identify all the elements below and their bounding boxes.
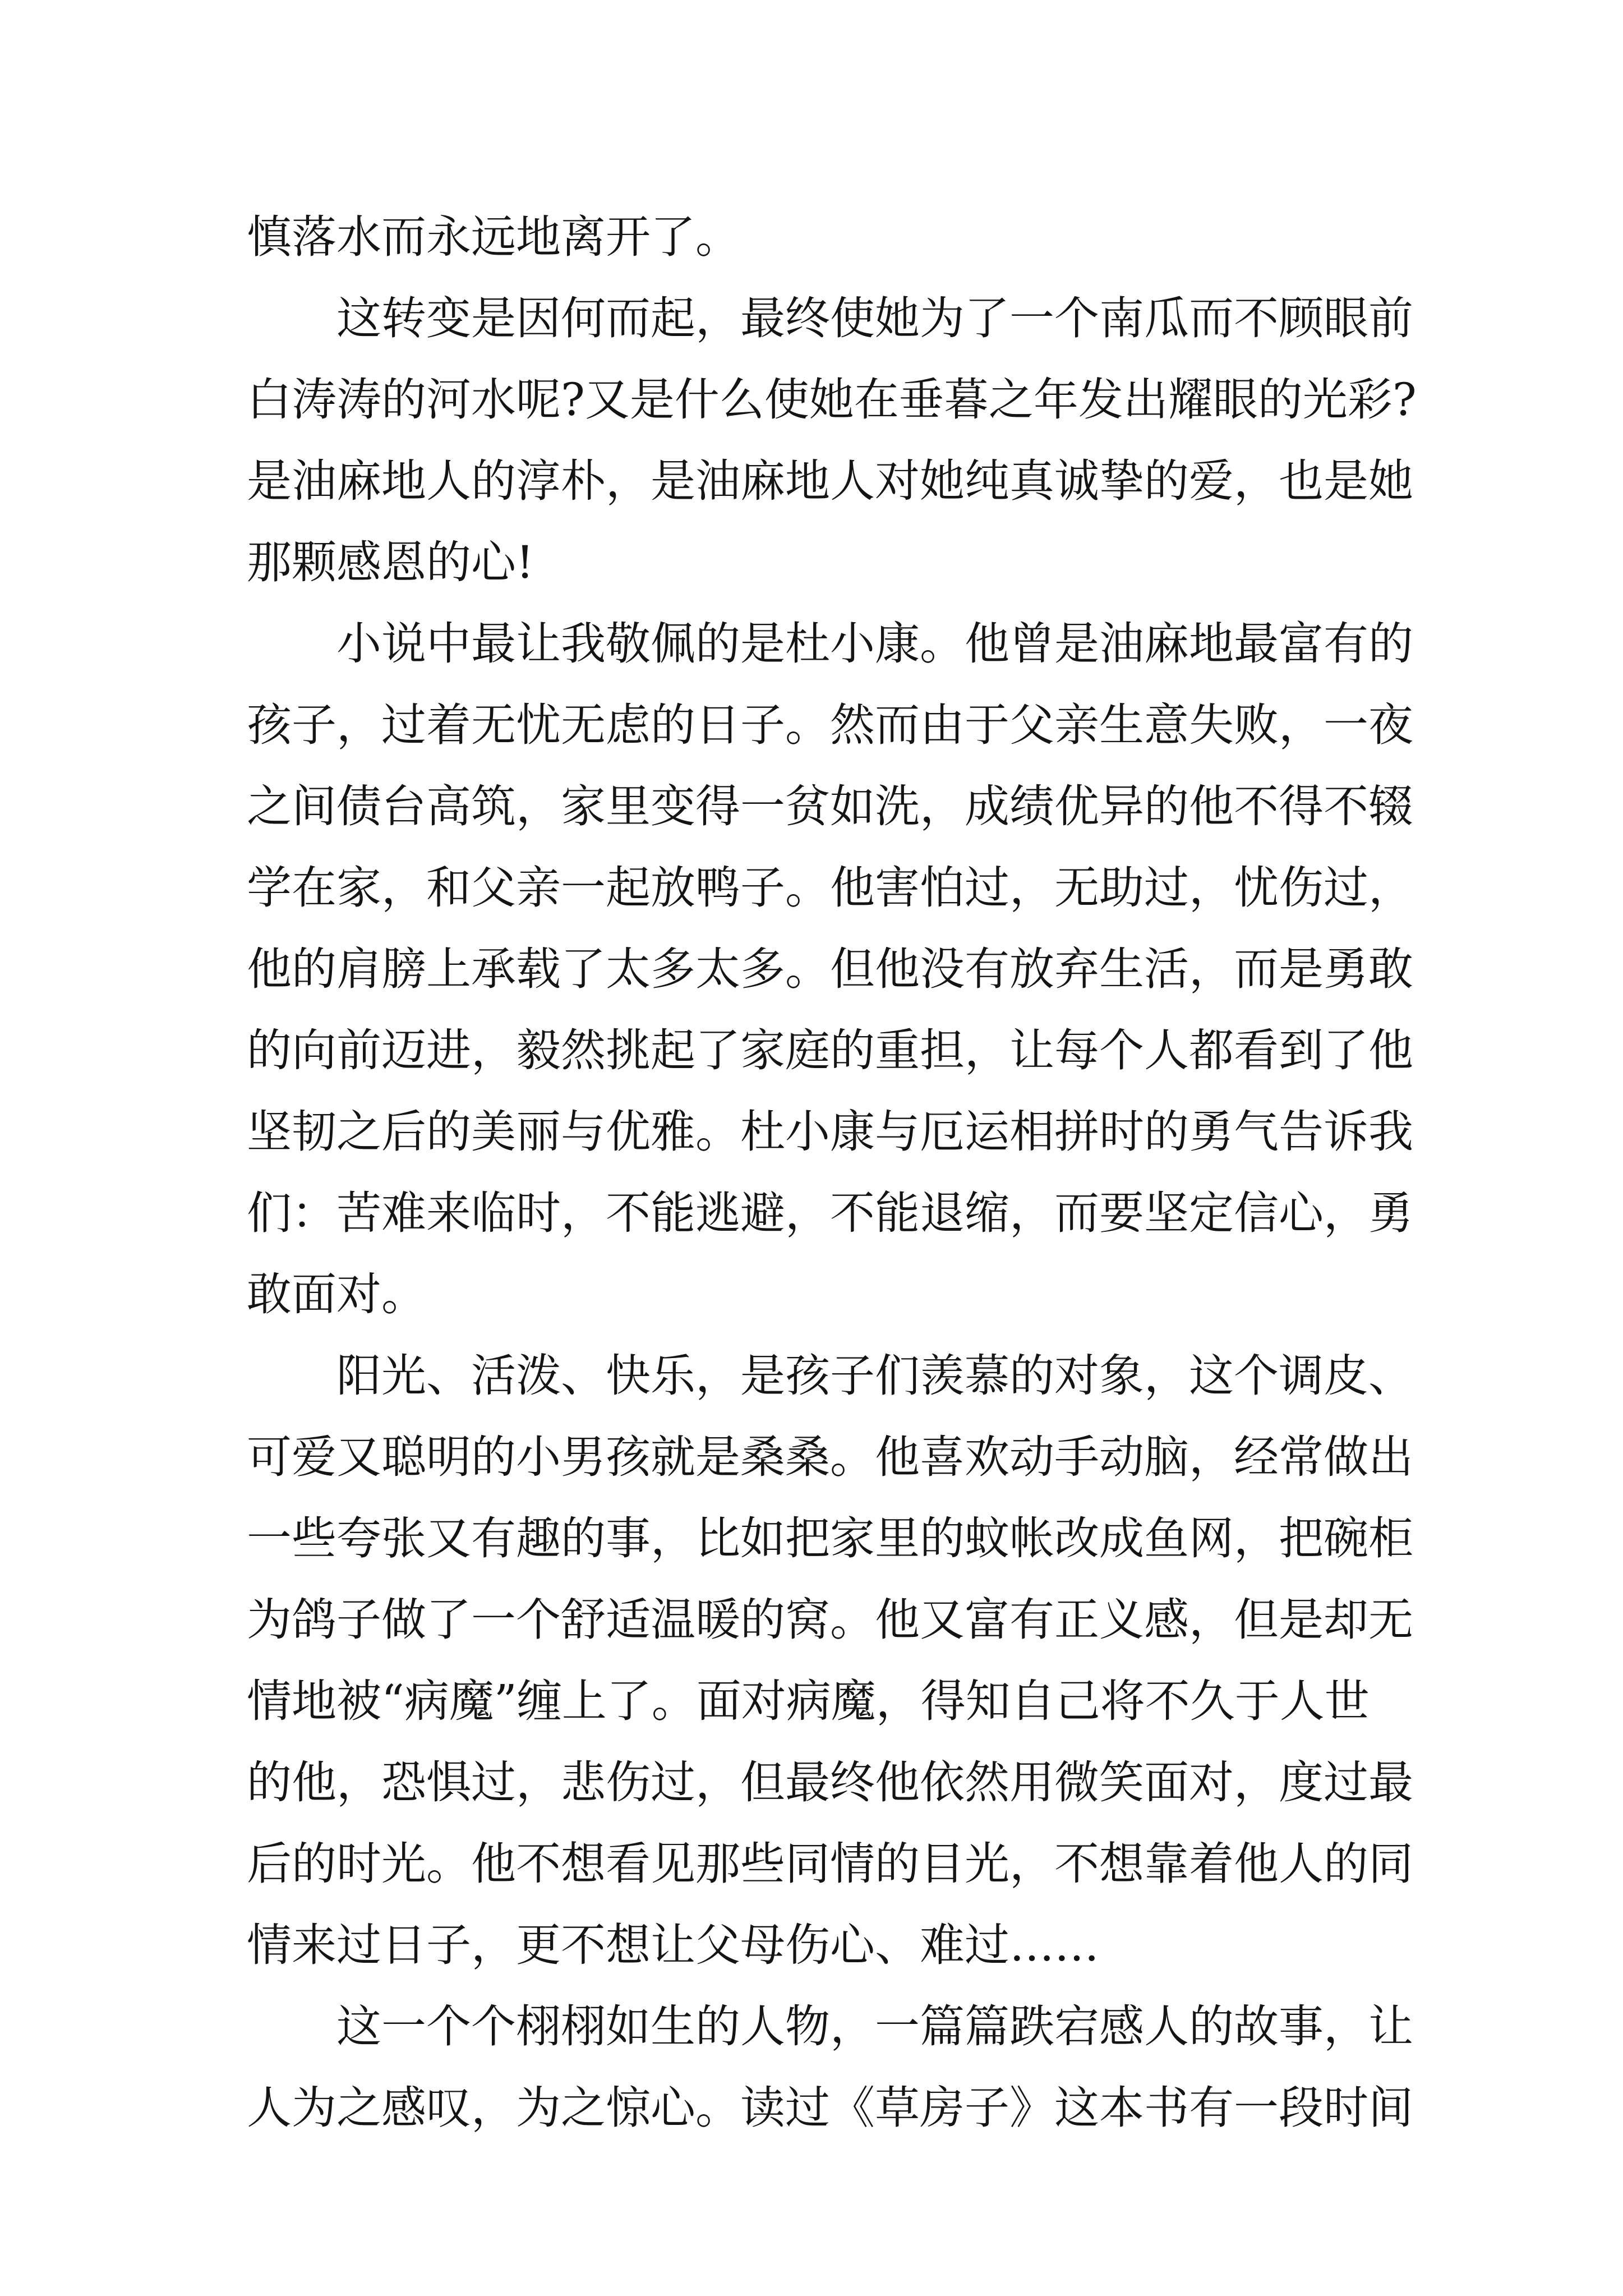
text-line: 后的时光。他不想看见那些同情的目光，不想靠着他人的同 [247, 1838, 1413, 1890]
text-line: 坚韧之后的美丽与优雅。杜小康与厄运相拼时的勇气告诉我 [247, 1106, 1413, 1158]
text-line: 一些夸张又有趣的事，比如把家里的蚊帐改成鱼网，把碗柜 [247, 1512, 1413, 1565]
text-line: 情来过日子，更不想让父母伤心、难过…… [247, 1919, 1099, 1971]
text-line: 学在家，和父亲一起放鸭子。他害怕过，无助过，忧伤过， [247, 862, 1413, 914]
paragraph-start-line: 这转变是因何而起，最终使她为了一个南瓜而不顾眼前 [336, 292, 1413, 344]
paragraph-start-line: 小说中最让我敬佩的是杜小康。他曾是油麻地最富有的 [336, 618, 1413, 670]
text-line: 他的肩膀上承载了太多太多。但他没有放弃生活，而是勇敢 [247, 943, 1413, 995]
paragraph-start-line: 阳光、活泼、快乐，是孩子们羡慕的对象，这个调皮、 [336, 1350, 1413, 1402]
text-line: 那颗感恩的心! [247, 536, 534, 588]
text-line: 的他，恐惧过，悲伤过，但最终他依然用微笑面对，度过最 [247, 1756, 1413, 1809]
paragraph-start-line: 这一个个栩栩如生的人物，一篇篇跌宕感人的故事，让 [336, 2000, 1413, 2053]
text-line: 可爱又聪明的小男孩就是桑桑。他喜欢动手动脑，经常做出 [247, 1431, 1413, 1483]
text-line: 情地被“病魔”缠上了。面对病魔，得知自己将不久于人世 [247, 1675, 1370, 1727]
text-line: 敢面对。 [247, 1268, 426, 1320]
text-line: 们：苦难来临时，不能逃避，不能退缩，而要坚定信心，勇 [247, 1187, 1413, 1239]
text-line: 是油麻地人的淳朴，是油麻地人对她纯真诚挚的爱，也是她 [247, 455, 1413, 507]
text-line: 之间债台高筑，家里变得一贫如洗，成绩优异的他不得不辍 [247, 780, 1413, 832]
text-line: 慎落水而永远地离开了。 [247, 211, 740, 263]
text-line: 孩子，过着无忧无虑的日子。然而由于父亲生意失败，一夜 [247, 699, 1413, 751]
text-line: 白涛涛的河水呢?又是什么使她在垂暮之年发出耀眼的光彩? [247, 374, 1417, 426]
text-line: 人为之感叹，为之惊心。读过《草房子》这本书有一段时间 [247, 2082, 1413, 2134]
text-line: 的向前迈进，毅然挑起了家庭的重担，让每个人都看到了他 [247, 1024, 1413, 1076]
body-text [247, 196, 1417, 2148]
text-line: 为鸽子做了一个舒适温暖的窝。他又富有正义感，但是却无 [247, 1594, 1413, 1646]
